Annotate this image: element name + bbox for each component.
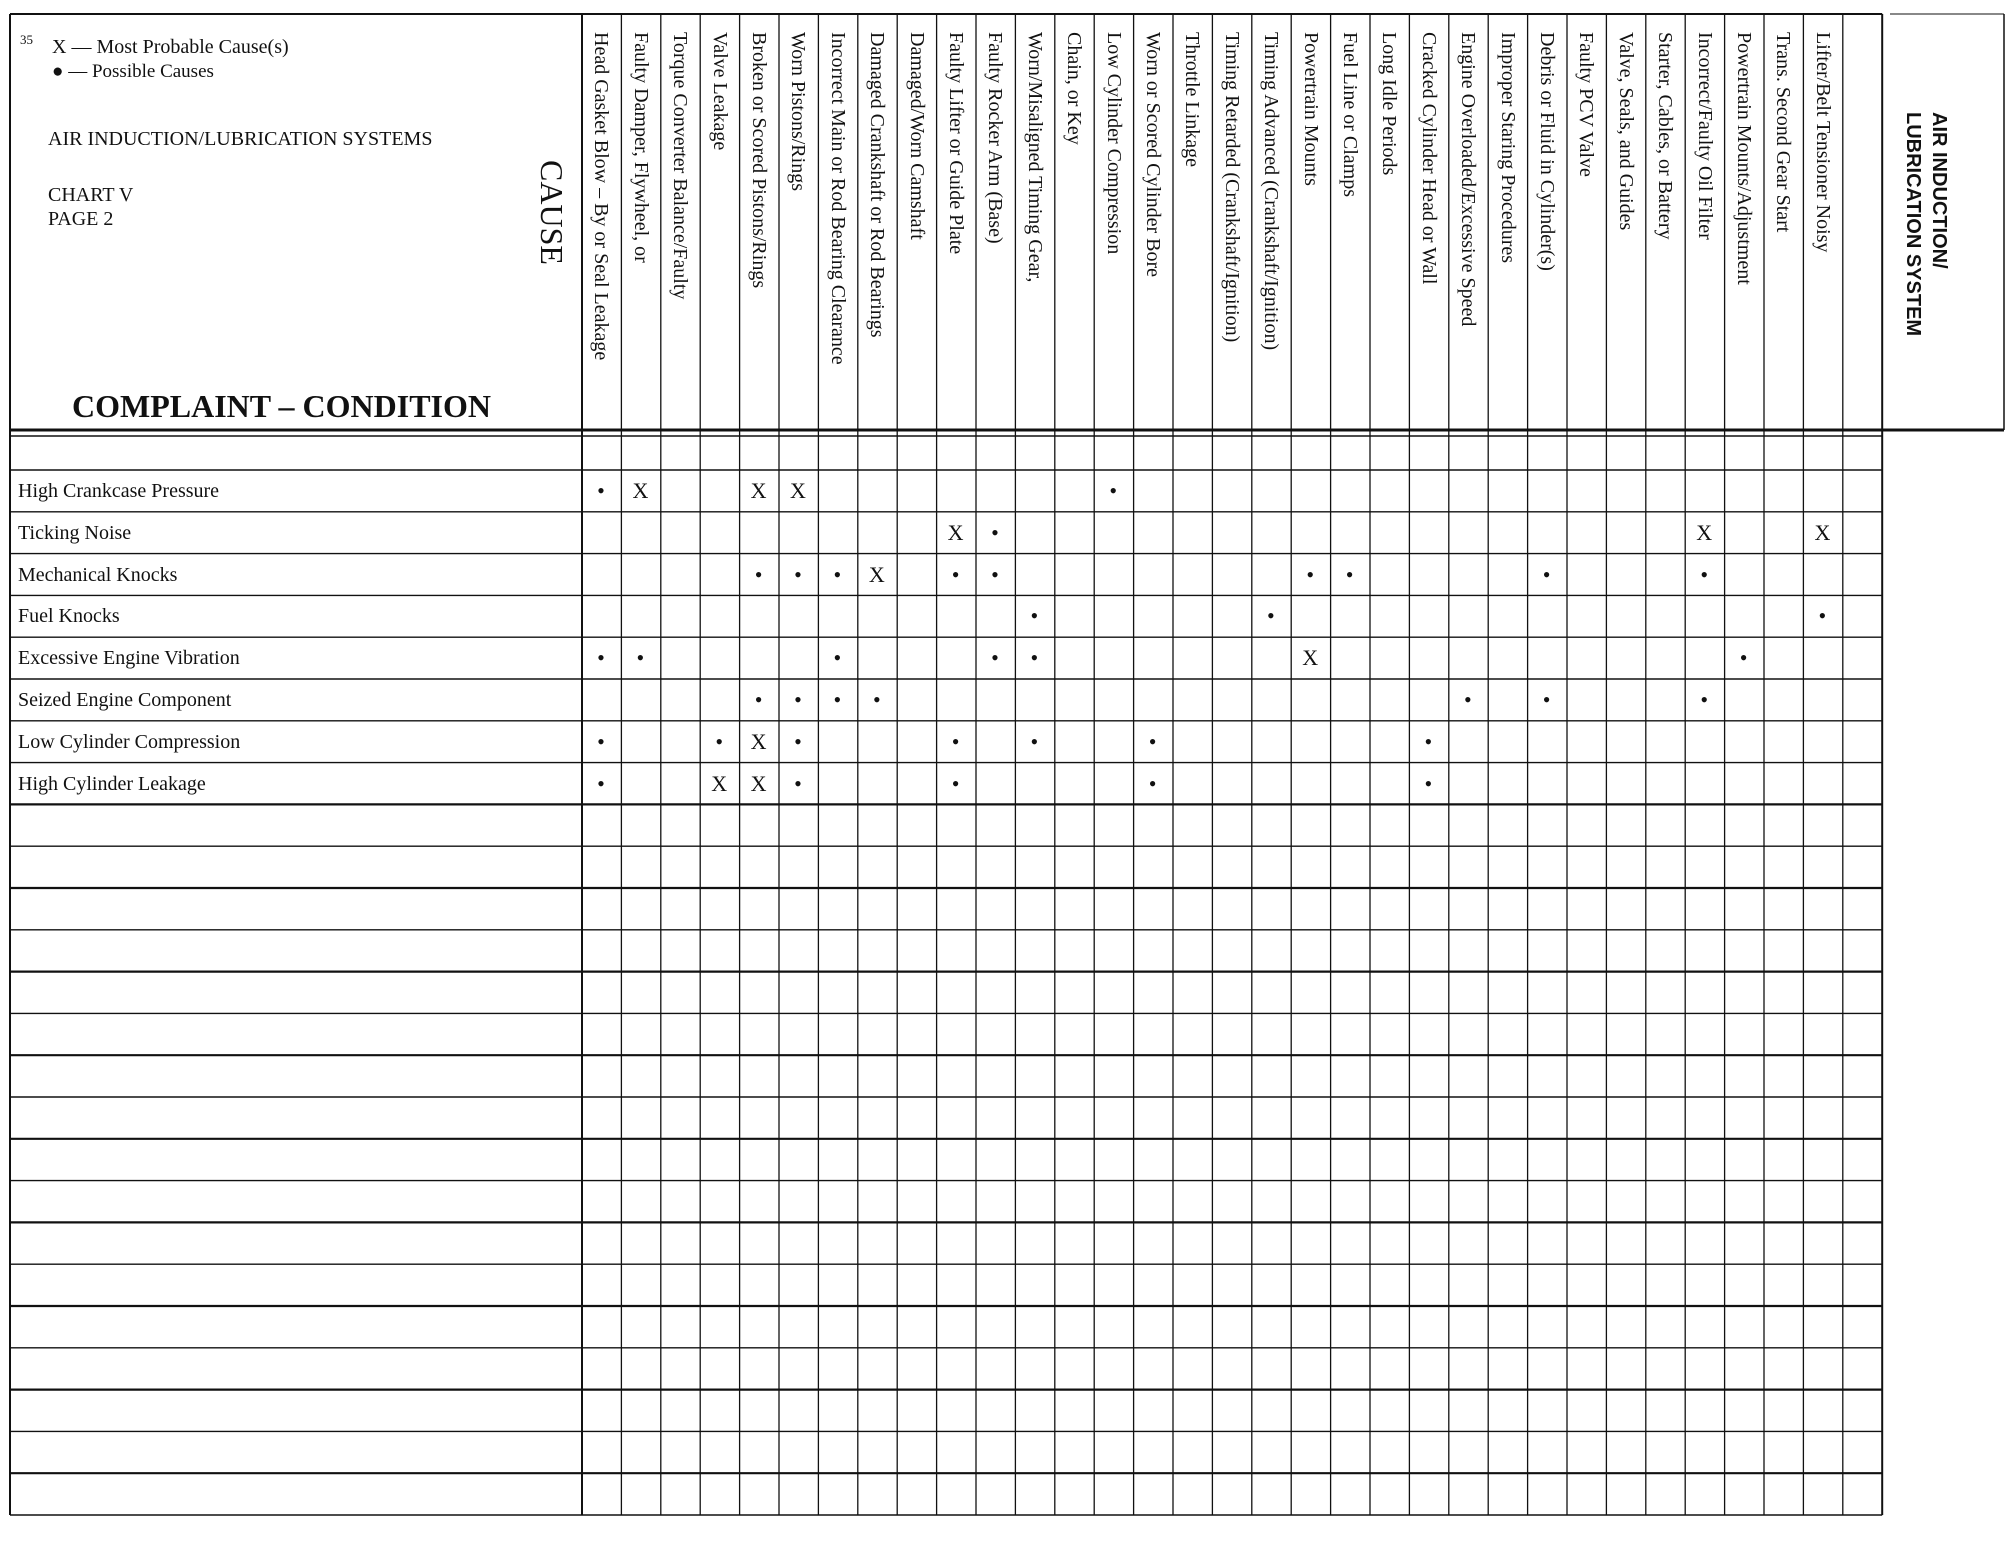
possible-cause-mark: • [794, 728, 802, 754]
cause-column-label: Powertrain Mounts/Adjustment [1733, 32, 1755, 285]
cause-column-label: Engine Overloaded/Excessive Speed [1457, 32, 1480, 327]
cause-column-label: Chain, or Key [1063, 32, 1086, 145]
possible-cause-mark: • [597, 770, 605, 796]
complaint-heading: COMPLAINT – CONDITION [72, 388, 491, 424]
possible-cause-mark: • [597, 645, 605, 671]
most-probable-mark: X [1302, 645, 1319, 671]
possible-cause-mark: • [1030, 728, 1039, 754]
cause-column-label: Torque Converter Balance/Faulty [669, 32, 692, 300]
possible-cause-mark: • [794, 561, 802, 587]
cause-column-label: Damaged Crankshaft or Rod Bearings [866, 32, 889, 338]
cause-column-label: Trans. Second Gear Start [1772, 32, 1795, 233]
system-title: AIR INDUCTION/LUBRICATION SYSTEMS [48, 128, 433, 150]
most-probable-mark: X [868, 561, 885, 587]
most-probable-mark: X [947, 519, 964, 545]
cause-column-label: Worn Pistons/Rings [787, 32, 810, 191]
cause-column-label: Broken or Scored Pistons/Rings [748, 32, 770, 289]
most-probable-mark: X [750, 478, 767, 503]
possible-cause-mark: • [1306, 561, 1315, 587]
cause-column-label [1844, 32, 1880, 442]
possible-cause-mark: • [1030, 645, 1039, 671]
possible-cause-mark: • [1542, 561, 1551, 587]
possible-cause-mark: • [951, 728, 960, 754]
possible-cause-mark: • [1700, 687, 1709, 712]
possible-cause-mark: • [1739, 645, 1748, 671]
cause-column-label: Worn or Scored Cylinder Bore [1142, 32, 1164, 277]
cause-column-label: Incorrect Main or Rod Bearing Clearance [826, 32, 849, 365]
cause-column-label: Valve, Seals, and Guides [1614, 32, 1637, 231]
cause-column-label: Timing Retarded (Crankshaft/Ignition) [1220, 32, 1243, 343]
possible-cause-mark: • [1818, 603, 1827, 629]
possible-cause-mark: • [794, 687, 802, 712]
most-probable-mark: X [1696, 519, 1713, 545]
possible-cause-mark: • [1542, 687, 1551, 712]
possible-cause-mark: • [1148, 770, 1157, 796]
cause-column-label: Starter, Cables, or Battery [1654, 32, 1677, 240]
cause-column-label: Timing Advanced (Crankshaft/Ignition) [1260, 32, 1283, 351]
most-probable-mark: X [750, 728, 767, 754]
possible-cause-mark: • [833, 561, 842, 587]
cause-column-label: Faulty Rocker Arm (Base) [984, 32, 1007, 244]
cause-column-label: Lifter/Belt Tensioner Noisy [1811, 32, 1834, 253]
most-probable-mark: X [750, 770, 767, 796]
cause-column-label: Long Idle Periods [1378, 32, 1401, 176]
complaint-row-label: Seized Engine Component [18, 689, 232, 711]
possible-cause-mark: • [1463, 687, 1472, 712]
most-probable-mark: X [1814, 519, 1831, 545]
possible-cause-mark: • [794, 770, 802, 796]
cause-column-label: Cracked Cylinder Head or Wall [1417, 32, 1440, 285]
possible-cause-mark: • [833, 645, 842, 671]
cause-column-label: Improper Staring Procedures [1496, 32, 1519, 264]
cause-column-label: Incorrect/Faulty Oil Filter [1693, 32, 1716, 240]
possible-cause-mark: • [991, 561, 999, 587]
cause-heading: CAUSE [534, 160, 570, 265]
complaint-row-label: Excessive Engine Vibration [18, 647, 240, 670]
possible-cause-mark: • [1424, 728, 1433, 754]
possible-cause-mark: • [1109, 478, 1118, 503]
possible-cause-mark: • [1266, 603, 1275, 629]
possible-cause-mark: • [754, 687, 763, 712]
possible-cause-mark: • [715, 728, 724, 754]
cause-column-label: Low Cylinder Compression [1102, 32, 1125, 255]
complaint-row-label: Ticking Noise [18, 521, 132, 544]
page-label: PAGE 2 [48, 208, 114, 230]
possible-cause-mark: • [1030, 603, 1039, 629]
possible-cause-mark: • [951, 770, 960, 796]
cause-column-label: Fuel Line or Clamps [1339, 32, 1361, 197]
complaint-row-label: Fuel Knocks [18, 605, 120, 628]
cause-column-label: Faulty Lifter or Guide Plate [945, 32, 967, 255]
possible-cause-mark: • [991, 645, 999, 671]
possible-cause-mark: • [1148, 728, 1157, 754]
cause-column-label: Worn/Misaligned Timing Gear, [1023, 32, 1046, 283]
complaint-row-label: Low Cylinder Compression [18, 730, 241, 753]
most-probable-mark: X [711, 770, 728, 796]
cause-column-label: Head Gasket Blow – By or Seal Leakage [590, 32, 613, 361]
side-system-label: AIR INDUCTION/ LUBRICATION SYSTEM [1902, 112, 1950, 337]
possible-cause-mark: • [597, 478, 605, 503]
possible-cause-mark: • [991, 519, 999, 545]
possible-cause-mark: • [636, 645, 645, 671]
cause-column-label: Faulty PCV Valve [1575, 32, 1598, 177]
legend-possible: ● — Possible Causes [52, 61, 214, 82]
cause-column-label: Powertrain Mounts [1299, 32, 1322, 186]
cause-column-label: Damaged/Worn Camshaft [905, 32, 928, 240]
possible-cause-mark: • [754, 561, 763, 587]
legend-most-probable: X — Most Probable Cause(s) [52, 36, 289, 58]
possible-cause-mark: • [1700, 561, 1709, 587]
possible-cause-mark: • [872, 687, 881, 712]
most-probable-mark: X [632, 478, 649, 503]
complaint-row-label: High Cylinder Leakage [18, 772, 206, 795]
possible-cause-mark: • [1424, 770, 1433, 796]
cause-column-label: Debris or Fluid in Cylinder(s) [1536, 32, 1558, 271]
cause-column-label: Throttle Linkage [1181, 32, 1204, 167]
most-probable-mark: X [790, 478, 806, 503]
possible-cause-mark: • [597, 728, 605, 754]
complaint-row-label: Mechanical Knocks [18, 563, 178, 586]
chart-label: CHART V [48, 184, 134, 206]
page-number: 35 [20, 32, 33, 47]
cause-column-label: Faulty Damper, Flywheel, or [629, 32, 652, 263]
cause-column-label: Valve Leakage [708, 32, 731, 151]
possible-cause-mark: • [1345, 561, 1354, 587]
possible-cause-mark: • [833, 687, 842, 712]
possible-cause-mark: • [951, 561, 960, 587]
complaint-row-label: High Crankcase Pressure [18, 480, 220, 502]
